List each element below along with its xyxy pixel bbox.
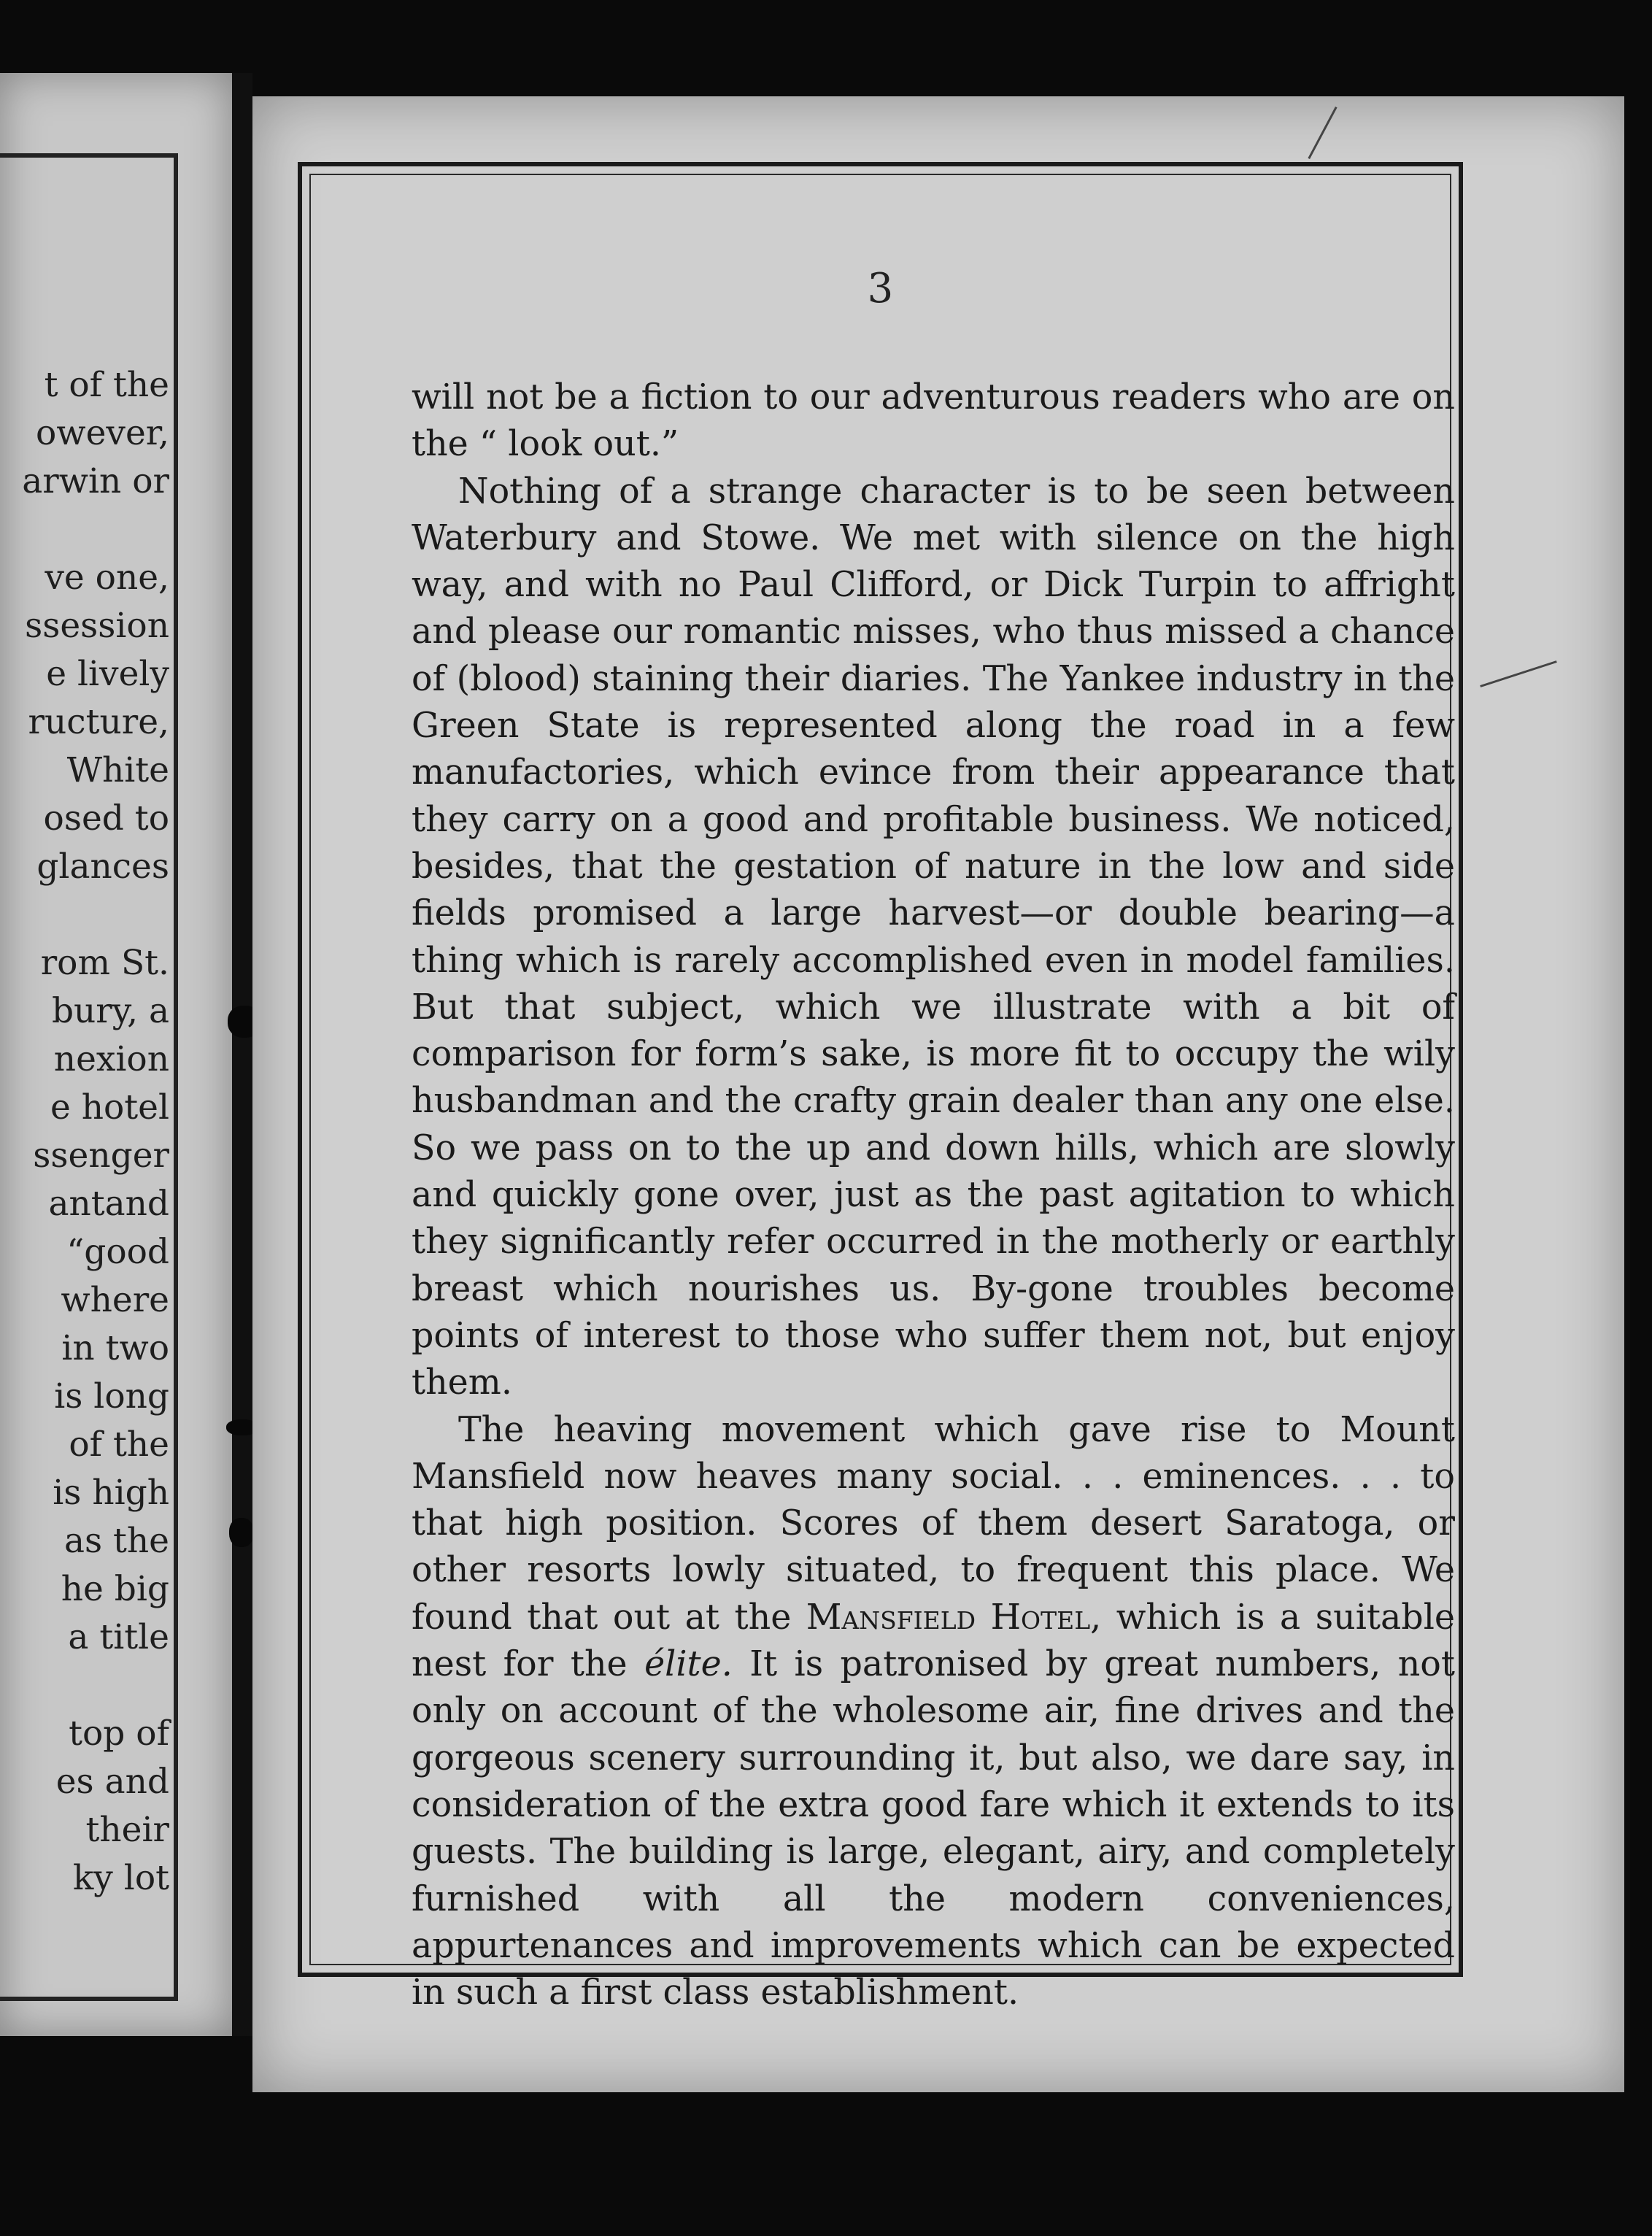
paper-scratch bbox=[1308, 107, 1337, 159]
previous-page-line: es and bbox=[55, 1762, 169, 1802]
hotel-name: Mansfield Hotel bbox=[806, 1597, 1091, 1638]
paragraph-text: It is patronised by great numbers, not only on account of the wholesome air, fine drives and the gorgeous scenery surrounding it, but also, we dare say, in consideration of the extra good fare which it extends to its guests. The building is large, elegant, airy, and completely furnished with all the modern conveniences, appurtenances and improvements which can be expected in such a first class establishment. bbox=[412, 1644, 1455, 2013]
elite-word: élite. bbox=[644, 1644, 733, 1685]
previous-page-line: where bbox=[61, 1280, 169, 1320]
previous-page-line: is long bbox=[54, 1376, 169, 1416]
page-number: 3 bbox=[867, 265, 894, 312]
previous-page-line: ssession bbox=[25, 606, 169, 646]
previous-page-line: he big bbox=[61, 1569, 169, 1609]
previous-page-line: as the bbox=[63, 1521, 169, 1561]
previous-page-gap bbox=[22, 1662, 169, 1710]
previous-page-line: e hotel bbox=[50, 1087, 169, 1127]
page-border bbox=[298, 162, 1463, 2013]
previous-page-line: glances bbox=[36, 847, 169, 887]
previous-page-line: e lively bbox=[46, 654, 169, 694]
book-page bbox=[252, 96, 1624, 2092]
previous-page-line: their bbox=[85, 1810, 169, 1850]
previous-page-line: is high bbox=[53, 1473, 169, 1513]
paper-scratch bbox=[1480, 660, 1557, 687]
previous-page-line: White bbox=[66, 750, 169, 790]
previous-page-line: of the bbox=[69, 1425, 169, 1465]
previous-page-gap bbox=[22, 891, 169, 939]
previous-page-line: owever, bbox=[36, 413, 169, 453]
previous-page-line: osed to bbox=[43, 798, 169, 838]
previous-page-line: top of bbox=[69, 1713, 169, 1754]
page-binding-gutter bbox=[232, 73, 252, 2036]
previous-page-line: ssenger bbox=[33, 1136, 169, 1176]
ink-blot bbox=[229, 1518, 254, 1547]
paragraph: Nothing of a strange character is to be seen between Waterbury and Stowe. We met with silence on the high way, and with no Paul Clifford, or Dick Turpin to affright and please our romantic misses, who thus missed a chance of (blood) staining their diaries. The Yankee industry in the Green State is represented along the road in a few manufactories, which evince from their appearance that they carry on a good and profitable business. We noticed, besides, that the gestation of nature in the low and side fields promised a large harvest—or double bearing—a thing which is rarely accomplished even in model families. But that subject, which we illustrate with a bit of comparison for form’s sake, is more fit to occupy the wily husbandman and the crafty grain dealer than any one else. So we pass on to the up and down hills, which are slowly and quickly gone over, just as the past agitation to which they significantly refer occurred in the motherly or earthly breast which nourishes us. By-gone troubles become points of interest to those who suffer them not, but enjoy them. bbox=[412, 471, 1455, 1403]
previous-page-line: arwin or bbox=[22, 461, 169, 501]
previous-page-line: bury, a bbox=[51, 991, 169, 1031]
paragraph-text: , which is a suitable nest for the bbox=[412, 1597, 1456, 1685]
previous-page-line: in two bbox=[61, 1328, 169, 1368]
previous-page-gap bbox=[22, 506, 169, 554]
previous-page-line: rom St. bbox=[40, 943, 169, 983]
previous-page-line: ky lot bbox=[72, 1858, 169, 1898]
previous-page-fragment bbox=[0, 73, 232, 2036]
paragraph: will not be a fiction to our adventurous readers who are on the “ look out.” bbox=[412, 377, 1455, 465]
paragraph-text: The heaving movement which gave rise to Mount Mansfield now heaves many social. . . eminences. . . to that high position. Scores of them desert Saratoga, or other resorts lowly situated, to frequent this place. We found that out at the bbox=[412, 1409, 1455, 1638]
previous-page-line: t of the bbox=[44, 365, 169, 405]
paragraph bbox=[412, 1407, 1455, 2017]
previous-page-line: a title bbox=[68, 1617, 169, 1657]
previous-page-line: antand bbox=[48, 1184, 169, 1224]
previous-page-text bbox=[22, 361, 169, 1902]
previous-page-line: ve one, bbox=[45, 558, 169, 598]
previous-page-line: “good bbox=[66, 1232, 169, 1272]
page-body-text bbox=[412, 374, 1455, 2016]
previous-page-line: nexion bbox=[53, 1039, 169, 1079]
previous-page-line: ructure, bbox=[28, 702, 169, 742]
